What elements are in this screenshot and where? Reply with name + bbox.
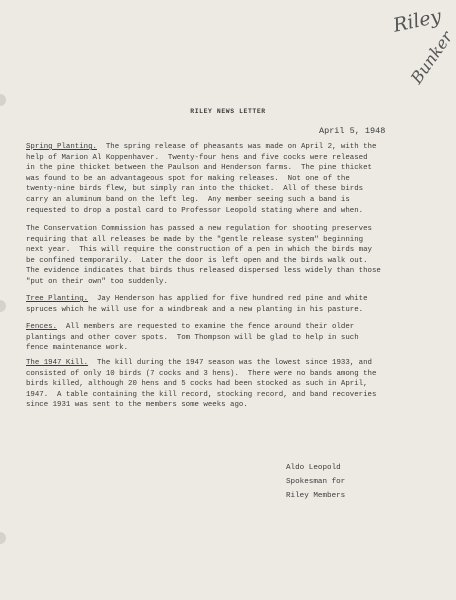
handwritten-note-bunker: Bunker [406,27,456,88]
heading: Spring Planting. [26,143,97,151]
paragraph-1947-kill: The 1947 Kill. The kill during the 1947 season was the lowest since 1933, and consisted of only 10 birds (7 cocks and 3 hens). There were no bands among the birds killed, although 20 hens and 5 cocks had been stocked as such in April, 1947. A table containing the kill record, stocking record, and band recoveries since 1931 was sent to the members some weeks ago. [26,359,377,410]
heading: Fences. [26,323,58,331]
paragraph-fences: Fences. All members are requested to examine the fence around their older plantings and other cover spots. Tom Thompson will be glad to help in such fence maintenance work. [26,323,359,353]
handwritten-note-riley: Riley [391,5,444,37]
signature-role: Spokesman for [286,478,346,486]
paragraph-conservation-commission: The Conservation Commission has passed a new regulation for shooting preserves requiring that all releases be made by the "gentle release system" beginning next year. This will require the construction of a pen in which the birds may be confined temporarily. Later the door is left open and the birds walk out. The evidence indicates that birds thus released dispersed less widely than those "put on their own" too suddenly. [26,225,381,286]
heading: Tree Planting. [26,295,89,303]
signature-group: Riley Members [286,492,346,500]
signature-name: Aldo Leopold [286,464,341,472]
heading: The 1947 Kill. [26,359,89,367]
paragraph-spring-planting: Spring Planting. The spring release of pheasants was made on April 2, with the help of Marion Al Koppenhaver. Twenty-four hens and five cocks were released in the pine thicket between the Paulson and Henderson farms. The pine thicket was found to be an advantageous spot for making releases. Not one of the twenty-nine birds flew, but simply ran into the thicket. All of these birds carry an aluminum band on the left leg. Any member seeing such a band is requested to drop a postal card to Professor Leopold stating where and when. [26,143,377,215]
paragraph-tree-planting: Tree Planting. Jay Henderson has applied for five hundred red pine and white spruces which he will use for a windbreak and a new planting in his pasture. [26,295,368,314]
letter-title: RILEY NEWS LETTER [190,108,266,115]
letter-date: April 5, 1948 [319,126,386,136]
